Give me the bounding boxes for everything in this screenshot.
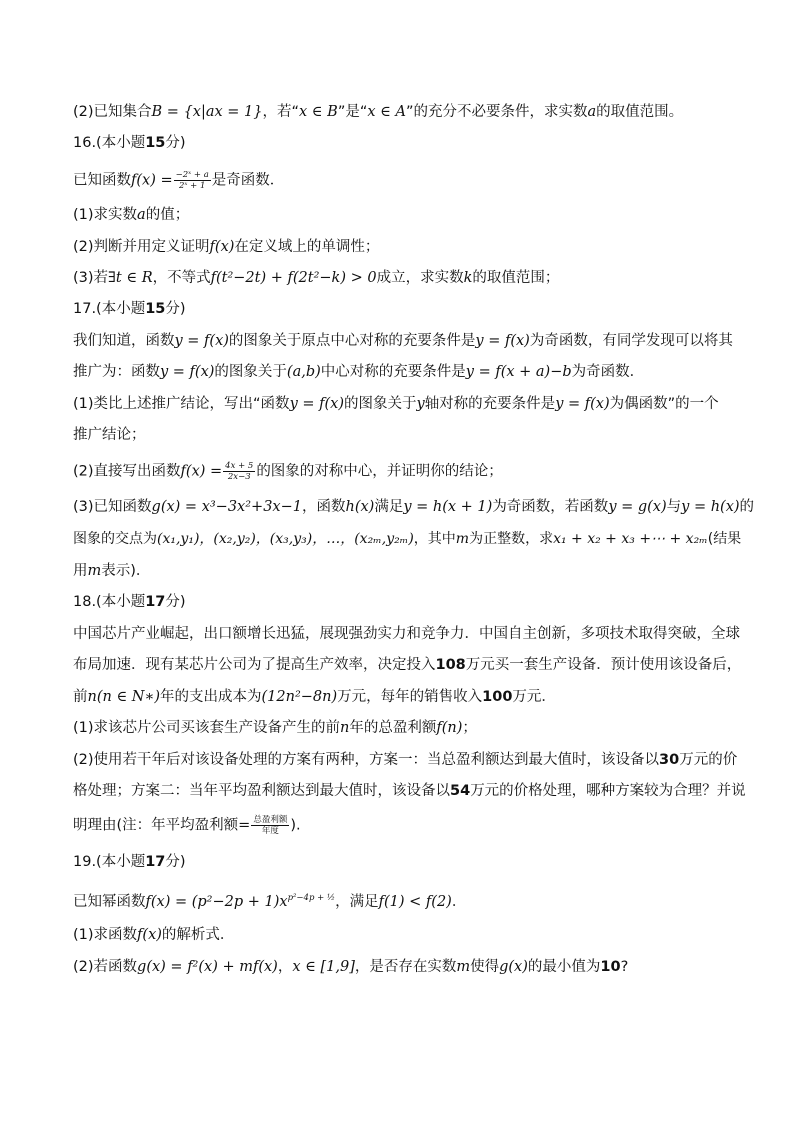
q19-header <box>73 852 186 872</box>
text-segment: 分) <box>165 135 186 151</box>
text-segment: 分) <box>165 854 186 870</box>
text-segment: 已知幂函数 <box>73 894 146 910</box>
fraction-denominator: 年度 <box>261 826 279 836</box>
text-segment: (3)若 <box>73 270 109 286</box>
question-score: 15 <box>145 301 166 317</box>
intersection-points: (x₁,y₁)，(x₂,y₂)，(x₃,y₃)，…，(x₂ₘ,y₂ₘ) <box>157 531 414 547</box>
math-expression: y <box>416 396 425 412</box>
domain-expression: x ∈ [1,9] <box>292 959 355 975</box>
equals-sign: = <box>238 817 251 834</box>
text-segment: ， <box>277 959 293 975</box>
inequality-expression: f(t²−2t) + f(2t²−k) > 0 <box>210 270 377 286</box>
text-segment: 我们知道，函数 <box>73 333 175 349</box>
question-number: 17.(本小题 <box>73 301 146 317</box>
q17-part1-line2 <box>73 425 146 445</box>
text-segment: 万元，每年的销售收入 <box>337 689 483 705</box>
q16-part1 <box>73 205 189 225</box>
text-segment: ，满足 <box>335 894 379 910</box>
fraction-denominator: 2x−3 <box>227 472 251 482</box>
text-segment: 分) <box>165 301 186 317</box>
q17-part3-line3 <box>73 561 150 581</box>
question-number: 19.(本小题 <box>73 854 146 870</box>
text-segment: (1)求实数 <box>73 207 138 223</box>
q18-part2-line1 <box>73 750 737 770</box>
text-segment: 前 <box>73 689 88 705</box>
q18-line2 <box>73 655 741 675</box>
text-segment: (1)求该芯片公司买该套生产设备产生的前 <box>73 720 341 736</box>
q15-part2-prefix: (2)已知集合 <box>73 104 152 120</box>
math-expression: y = h(x) <box>681 499 740 515</box>
math-expression: g(x) = x³−3x²+3x−1 <box>151 499 302 515</box>
text-segment: ? <box>620 959 629 975</box>
text-segment: (结果 <box>707 531 742 547</box>
variable-a: a <box>587 104 597 120</box>
fraction <box>174 170 211 191</box>
q18-part1 <box>73 718 477 738</box>
text-segment: 使得 <box>470 959 500 975</box>
text-segment: 满足 <box>374 499 404 515</box>
q19-intro <box>73 892 466 912</box>
text-segment: 成立，求实数 <box>376 270 464 286</box>
cost-expression: (12n²−8n) <box>261 689 338 705</box>
text-segment: (3)已知函数 <box>73 499 152 515</box>
number-value: 10 <box>600 959 621 975</box>
text-segment: 的图象关于原点中心对称的充要条件是 <box>228 333 476 349</box>
math-expression: y = g(x) <box>608 499 667 515</box>
fraction-numerator: −2ˣ + a <box>175 170 209 180</box>
q18-line1 <box>73 624 740 644</box>
text-segment: 为奇函数，有同学发现可以将其 <box>529 333 733 349</box>
text-segment: 万元的价格处理，哪种方案较为合理？并说 <box>470 783 746 799</box>
math-expression: (a,b) <box>286 364 321 380</box>
function-f-of-n: f(n) <box>436 720 463 736</box>
q16-part2 <box>73 237 379 257</box>
text-segment: ，其中 <box>413 531 456 547</box>
text-segment: 分) <box>165 594 186 610</box>
text-segment: 万元买一套生产设备．预计使用该设备后， <box>465 657 742 673</box>
question-number: 18.(本小题 <box>73 594 146 610</box>
number-value: 100 <box>482 689 513 705</box>
text-segment: 年的总盈利额 <box>349 720 437 736</box>
math-expression: y = f(x) <box>555 396 610 412</box>
q18-part2-line3 <box>73 815 301 836</box>
text-segment: 表示)． <box>101 563 151 579</box>
q15-part2-line <box>73 102 683 122</box>
text-segment: ，若“ <box>262 104 300 120</box>
math-expression: y = f(x) <box>174 333 229 349</box>
fraction <box>251 815 289 836</box>
number-value: 54 <box>450 783 471 799</box>
text-segment: 万元的价 <box>679 752 738 768</box>
variable-m: m <box>87 563 102 579</box>
text-segment: 推广为：函数 <box>73 364 160 380</box>
text-segment: 已知函数 <box>73 172 131 189</box>
fraction-denominator: 2ˣ + 1 <box>179 181 206 191</box>
q19-part1 <box>73 925 234 945</box>
exists-t-expression: ∃t ∈ R <box>108 270 153 286</box>
question-score: 17 <box>145 594 166 610</box>
text-segment: 格处理；方案二：当年平均盈利额达到最大值时，该设备以 <box>73 783 450 799</box>
text-segment: 的取值范围。 <box>596 104 684 120</box>
text-segment: ，是否存在实数 <box>354 959 457 975</box>
text-segment: 轴对称的充要条件是 <box>424 396 556 412</box>
text-segment: (2)若函数 <box>73 959 138 975</box>
text-segment: 推广结论； <box>73 427 146 443</box>
variable-m: m <box>455 531 470 547</box>
exponent-expression: p²−4p + ½ <box>287 893 336 904</box>
power-function-expression: f(x) = (p²−2p + 1)x <box>145 894 288 910</box>
text-segment: (1)类比上述推广结论，写出“函数 <box>73 396 290 412</box>
text-segment: ”的充分不必要条件，求实数 <box>405 104 588 120</box>
question-score: 17 <box>145 854 166 870</box>
text-segment: ，不等式 <box>152 270 211 286</box>
q16-intro <box>73 170 284 191</box>
variable-a: a <box>137 207 146 223</box>
function-g-of-x: g(x) <box>499 959 528 975</box>
text-segment: (2)直接写出函数 <box>73 463 181 480</box>
text-segment: 万元． <box>512 689 556 705</box>
q16-part3 <box>73 268 559 288</box>
number-value: 108 <box>435 657 466 673</box>
question-number: 16.(本小题 <box>73 135 146 151</box>
q17-line2 <box>73 362 644 382</box>
text-segment: 布局加速．现有某芯片公司为了提高生产效率，决定投入 <box>73 657 436 673</box>
q18-part2-line2 <box>73 781 746 801</box>
text-segment: ”是“ <box>337 104 368 120</box>
variable-n: n <box>340 720 350 736</box>
text-segment: 为奇函数． <box>571 364 645 380</box>
q17-part3-line2 <box>73 529 741 549</box>
math-expression: n(n ∈ N∗) <box>87 689 160 705</box>
function-f-of-x: f(x) <box>209 239 235 255</box>
question-score: 15 <box>145 135 166 151</box>
function-f-of-x: f(x) = <box>180 463 223 480</box>
math-expression: y = f(x) <box>160 364 215 380</box>
fraction <box>223 461 255 482</box>
condition-x-in-b: x ∈ B <box>299 104 338 120</box>
math-expression: y = h(x + 1) <box>403 499 493 515</box>
text-segment: 中心对称的充要条件是 <box>320 364 466 380</box>
q17-part2 <box>73 461 503 482</box>
text-segment: 用 <box>73 563 88 579</box>
set-b-expression: B = {x|ax = 1} <box>151 104 263 120</box>
math-expression: y = f(x + a)−b <box>465 364 572 380</box>
math-expression: y = f(x) <box>289 396 344 412</box>
text-segment: 的图象的对称中心，并证明你的结论； <box>256 463 503 480</box>
text-segment: ． <box>451 894 467 910</box>
text-segment: 年的支出成本为 <box>160 689 262 705</box>
text-segment: 的解析式． <box>161 927 235 943</box>
q17-line1 <box>73 331 733 351</box>
variable-k: k <box>463 270 473 286</box>
text-segment: 为正整数，求 <box>469 531 554 547</box>
text-segment: 中国芯片产业崛起，出口额增长迅猛，展现强劲实力和竞争力．中国自主创新，多项技术取得突破，全球 <box>73 626 740 642</box>
text-segment: 明理由(注：年平均盈利额 <box>73 817 239 834</box>
text-segment: 是奇函数． <box>211 172 285 189</box>
text-segment: (2)使用若干年后对该设备处理的方案有两种，方案一：当总盈利额达到最大值时，该设备以 <box>73 752 660 768</box>
math-expression: y = f(x) <box>475 333 530 349</box>
function-f-of-x: f(x) = <box>131 172 173 189</box>
text-segment: 的图象关于 <box>214 364 287 380</box>
text-segment: 的最小值为 <box>527 959 601 975</box>
text-segment: ). <box>290 817 301 834</box>
text-segment: 的取值范围； <box>472 270 560 286</box>
text-segment: 的 <box>739 499 755 515</box>
text-segment: 为奇函数，若函数 <box>492 499 609 515</box>
sum-expression: x₁ + x₂ + x₃ +⋯ + x₂ₘ <box>553 531 708 547</box>
text-segment: 的值； <box>145 207 190 223</box>
q17-part3-line1 <box>73 497 754 517</box>
q17-header <box>73 299 186 319</box>
number-value: 30 <box>659 752 680 768</box>
text-segment: 为偶函数”的一个 <box>609 396 719 412</box>
q16-header <box>73 133 186 153</box>
text-segment: ； <box>462 720 477 736</box>
fraction-numerator: 4x + 5 <box>225 461 254 471</box>
variable-m: m <box>456 959 471 975</box>
function-f-of-x: f(x) <box>137 927 162 943</box>
condition-x-in-a: x ∈ A <box>367 104 406 120</box>
text-segment: 图象的交点为 <box>73 531 157 547</box>
function-g-of-x: g(x) = f²(x) + mf(x) <box>137 959 278 975</box>
math-expression: h(x) <box>345 499 375 515</box>
text-segment: (2)判断并用定义证明 <box>73 239 210 255</box>
text-segment: 与 <box>666 499 682 515</box>
fraction-numerator: 总盈利额 <box>253 815 288 825</box>
text-segment: 的图象关于 <box>343 396 417 412</box>
text-segment: 在定义域上的单调性； <box>234 239 380 255</box>
q17-part1-line1 <box>73 394 719 414</box>
q18-line3 <box>73 687 556 707</box>
text-segment: ，函数 <box>301 499 346 515</box>
q18-header <box>73 592 186 612</box>
text-segment: (1)求函数 <box>73 927 138 943</box>
q19-part2 <box>73 957 628 977</box>
condition-expression: f(1) < f(2) <box>378 894 452 910</box>
